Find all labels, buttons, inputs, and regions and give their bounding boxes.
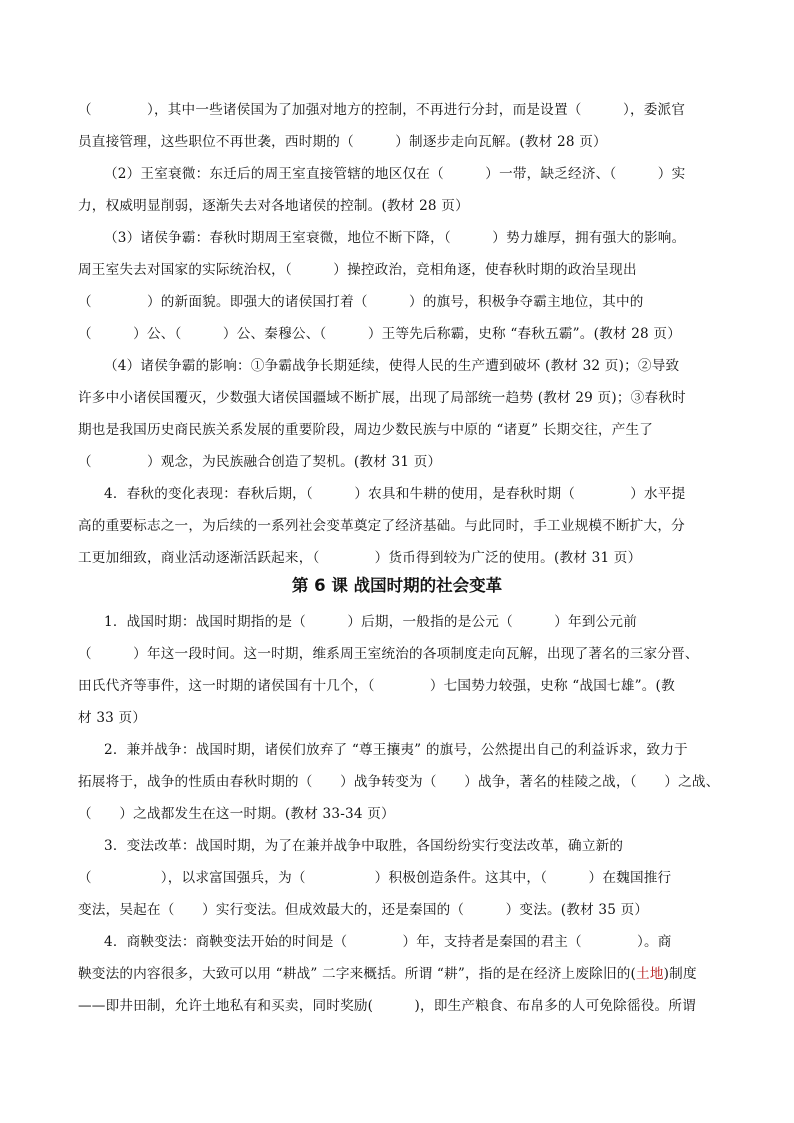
text-segment: 鞅变法的内容很多，大致可以用 “耕战” 二字来概括。所谓 “耕”，指的是在经济上废除旧的 — [78, 966, 631, 982]
text-line: 高的重要标志之一，为后续的一系列社会变革奠定了经济基础。与此同时，手工业规模不断扩大，分 — [78, 518, 685, 534]
text-line: 期也是我国历史商民族关系发展的重要阶段，周边少数民族与中原的 “诸夏” 长期交往，产生了 — [78, 422, 654, 438]
text-line: 力，权威明显削弱，逐渐失去对各地诸侯的控制。(教材 28 页） — [78, 198, 469, 214]
text-line: （ ）年这一段时间。这一时期，维系周王室统治的各项制度走向瓦解，出现了著名的三家分晋、 — [78, 646, 699, 662]
text-segment: ( — [630, 966, 637, 982]
text-line: （ ）之战都发生在这一时期。(教材 33-34 页） — [78, 806, 395, 822]
text-line: 2．兼并战争：战国时期，诸侯们放弃了 “尊王攘夷” 的旗号，公然提出自己的利益诉求，致力于 — [104, 742, 688, 758]
text-line: 员直接管理，这些职位不再世袭，西时期的（ ）制逐步走向瓦解。(教材 28 页） — [78, 134, 607, 150]
text-line: 许多中小诸侯国覆灭，少数强大诸侯国疆域不断扩展，出现了局部统一趋势 (教材 29 页)；③春秋时 — [78, 390, 686, 406]
text-line: 3．变法改革：战国时期，为了在兼并战争中取胜，各国纷纷实行变法改革，确立新的 — [104, 838, 624, 854]
text-line: （ ）的新面貌。即强大的诸侯国打着（ ）的旗号，积极争夺霸主地位，其中的 — [78, 294, 644, 310]
text-line: （2）王室衰微：东迁后的周王室直接管辖的地区仅在（ ）一带，缺乏经济、（ ）实 — [104, 166, 686, 182]
text-line: 变法，吴起在（ ）实行变法。但成效最大的，还是秦国的（ ）变法。(教材 35 页） — [78, 902, 649, 918]
text-line: 1．战国时期：战国时期指的是（ ）后期，一般指的是公元（ ）年到公元前 — [104, 614, 638, 630]
lesson-heading: 第 6 课 战国时期的社会变革 — [291, 576, 503, 595]
text-line: 材 33 页） — [78, 710, 147, 726]
text-line: 周王室失去对国家的实际统治权，（ ）操控政治，竞相角逐，使春秋时期的政治呈现出 — [78, 262, 637, 278]
text-line: （ ），其中一些诸侯国为了加强对地方的控制，不再进行分封，而是设置（ ），委派官 — [78, 102, 686, 118]
highlighted-answer: 土地 — [636, 966, 664, 982]
text-line: （ ）观念，为民族融合创造了契机。(教材 31 页） — [78, 454, 442, 470]
text-line: 4．春秋的变化表现：春秋后期，（ ）农具和牛耕的使用，是春秋时期（ ）水平提 — [104, 486, 686, 502]
text-line: 4．商鞅变法：商鞅变法开始的时间是（ ）年，支持者是秦国的君主（ ）。商 — [104, 934, 672, 950]
text-line: 拓展将于，战争的性质由春秋时期的（ ）战争转变为（ ）战争，著名的桂陵之战，（ ）之战、 — [78, 774, 720, 790]
text-line: ——即井田制，允许土地私有和买卖，同时奖励( )，即生产粮食、布帛多的人可免除徭役。所谓 — [78, 998, 696, 1014]
text-line — [78, 964, 728, 984]
text-line: （4）诸侯争霸的影响：①争霸战争长期延续，使得人民的生产遭到破坏 (教材 32 页)；②导致 — [104, 358, 680, 374]
text-line: 田氏代齐等事件，这一时期的诸侯国有十几个，（ ）七国势力较强，史称 “战国七雄”。(教 — [78, 678, 675, 694]
text-line: （3）诸侯争霸：春秋时期周王室衰微，地位不断下降，（ ）势力雄厚，拥有强大的影响。 — [104, 230, 686, 246]
text-segment: )制度 — [663, 966, 697, 982]
text-line: （ ）公、（ ）公、秦穆公、（ ）王等先后称霸，史称 “春秋五霸”。(教材 28 页） — [78, 326, 682, 342]
text-line: 工更加细致，商业活动逐渐活跃起来，（ ）货币得到较为广泛的使用。(教材 31 页） — [78, 550, 642, 566]
text-line: （ ），以求富国强兵，为（ ）积极创造条件。这其中，（ ）在魏国推行 — [78, 870, 672, 886]
